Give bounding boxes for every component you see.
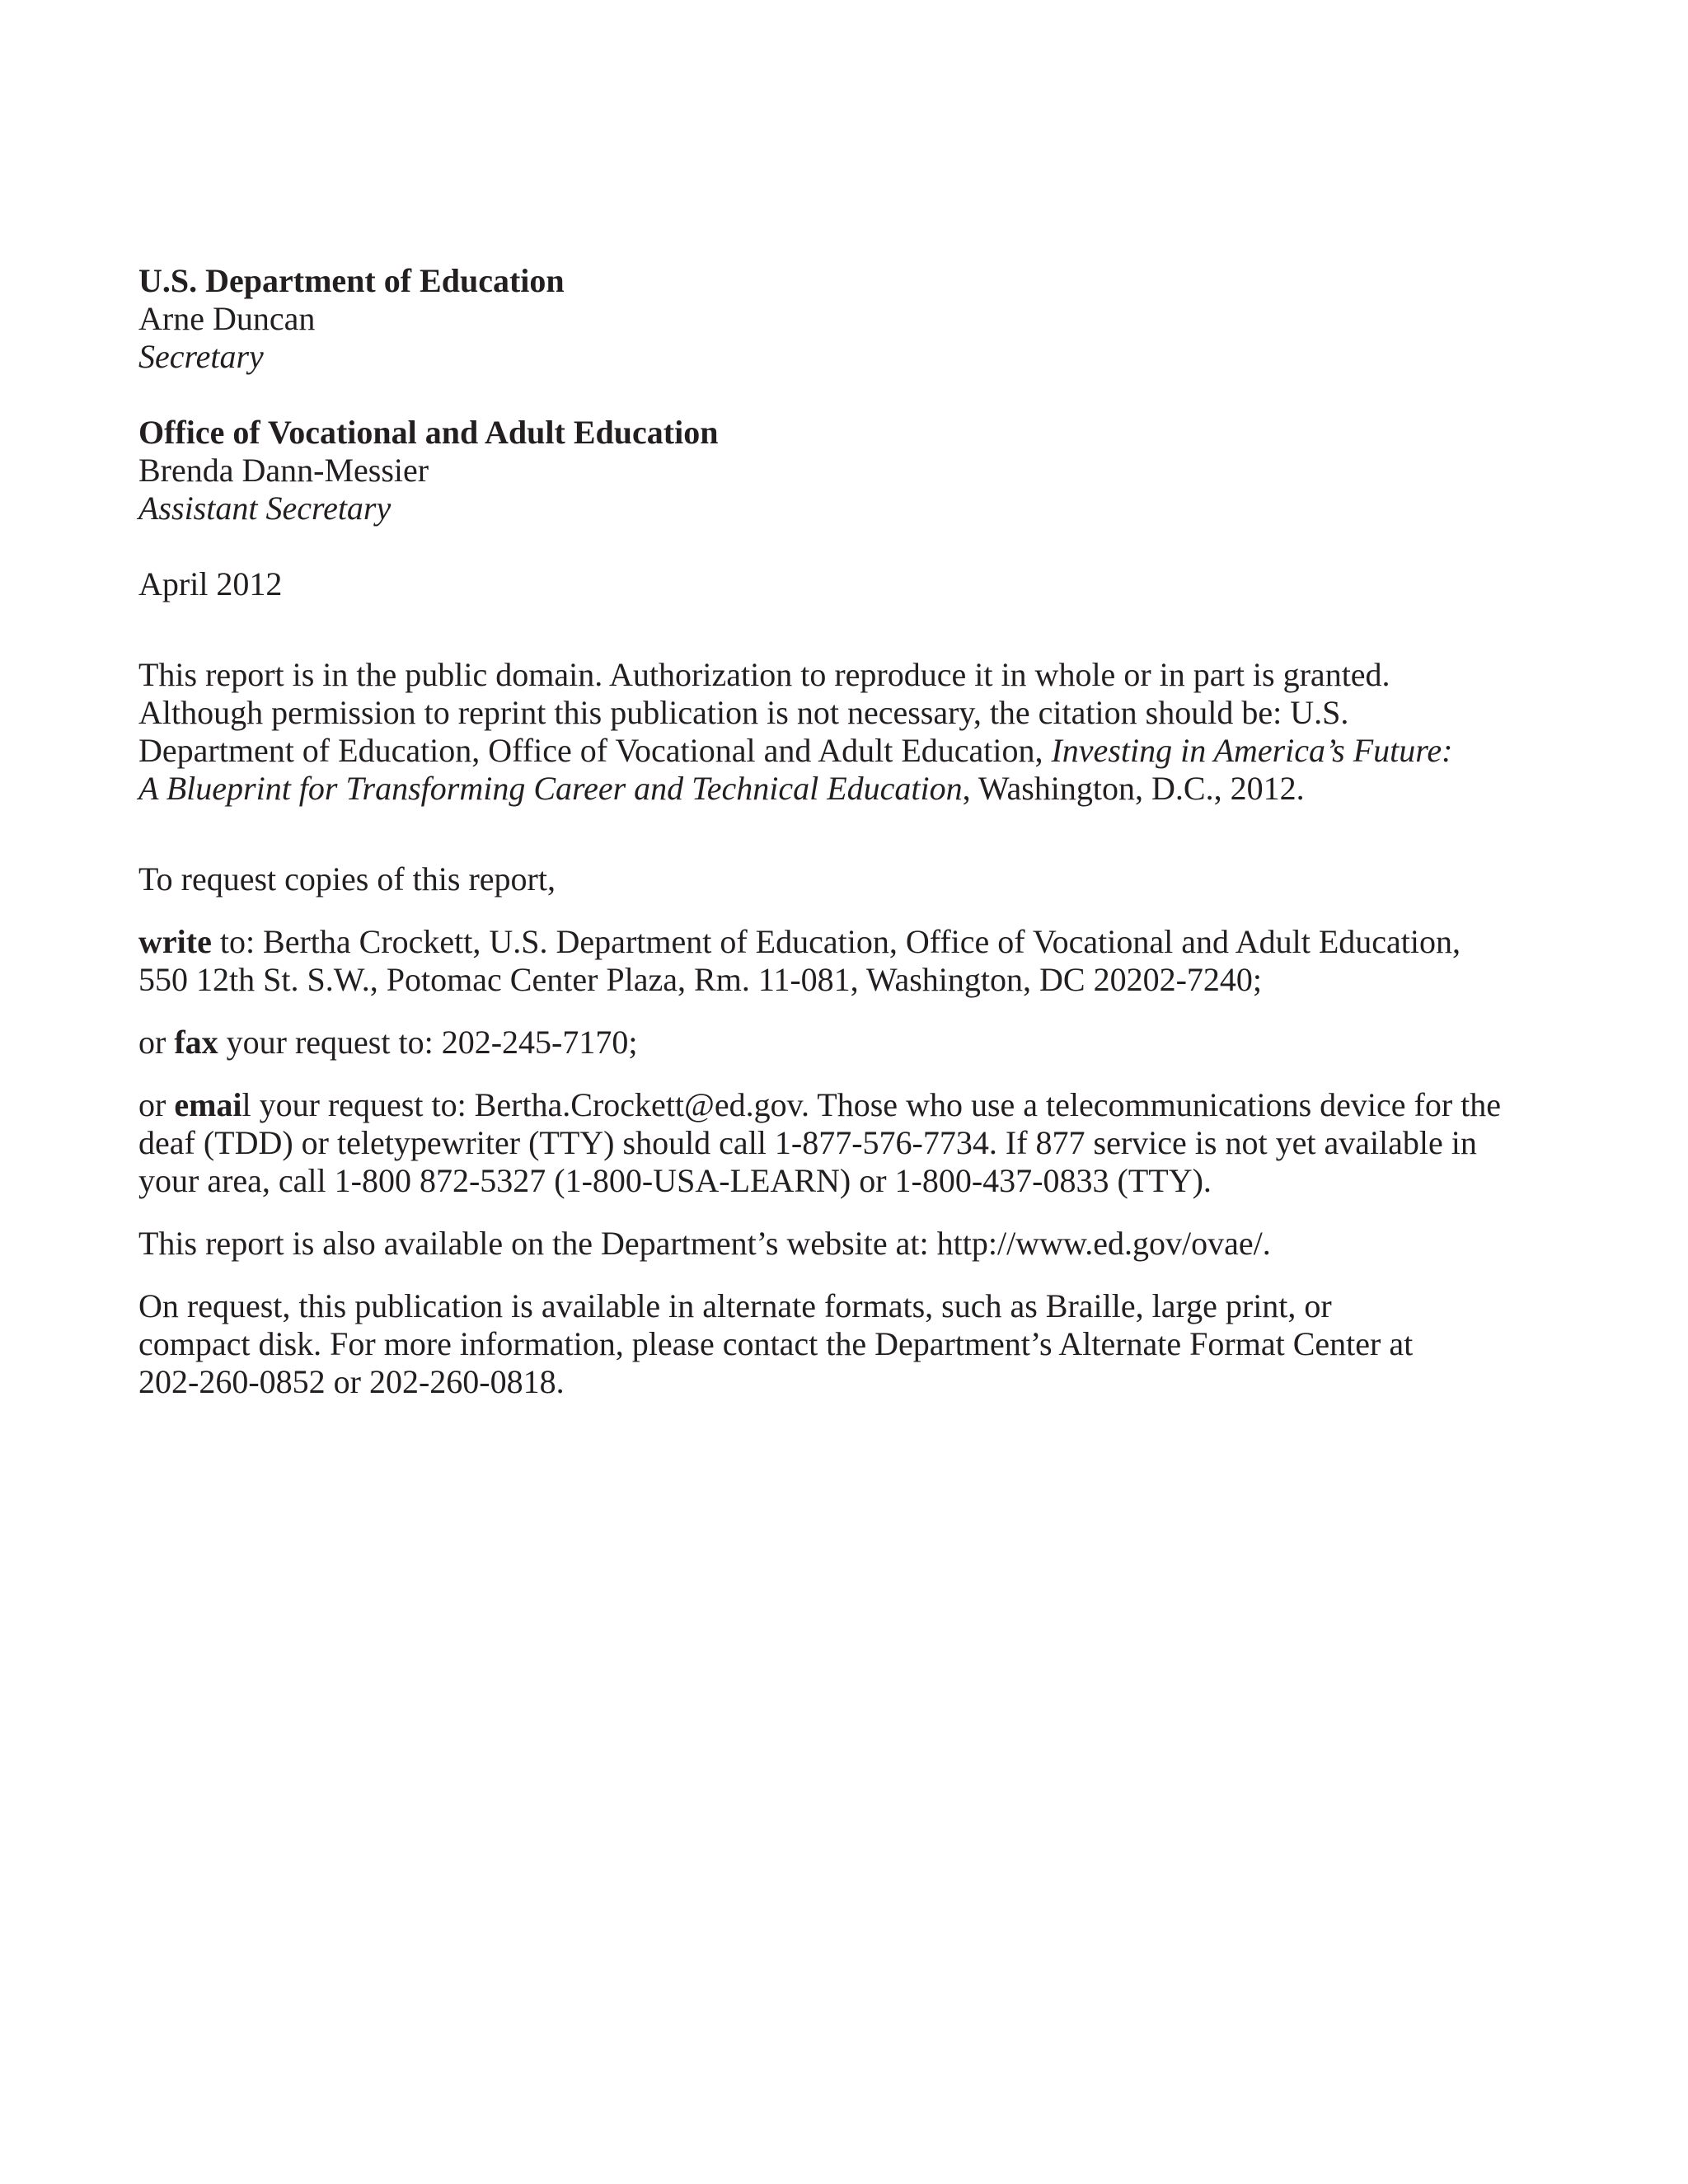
publication-date: April 2012 <box>138 565 283 602</box>
spacer <box>138 1263 1540 1287</box>
public-domain-line <box>138 770 1540 808</box>
spacer <box>138 999 1540 1024</box>
spacer <box>138 1062 1540 1086</box>
write-line <box>138 923 1540 961</box>
citation-subtitle: A Blueprint for Transforming Career and Technical Education <box>138 770 963 807</box>
spacer <box>138 527 1540 565</box>
write-paragraph <box>138 923 1540 999</box>
email-line: your area, call 1-800 872-5327 (1-800-USA-LEARN) or 1-800-437-0833 (TTY). <box>138 1162 1212 1199</box>
alternate-format-line: On request, this publication is available in alternate formats, such as Braille, large print, or <box>138 1287 1332 1324</box>
office-person: Brenda Dann-Messier <box>138 452 429 489</box>
public-domain-line: Although permission to reprint this publication is not necessary, the citation should be: U.S. <box>138 694 1349 731</box>
page-content <box>138 262 1540 1401</box>
write-label: write <box>138 923 212 960</box>
public-domain-paragraph <box>138 656 1540 808</box>
email-line <box>138 1086 1540 1124</box>
spacer <box>138 1200 1540 1225</box>
citation-prefix: Department of Education, Office of Vocational and Adult Education, <box>138 732 1052 769</box>
citation-suffix: , Washington, D.C., 2012. <box>962 770 1305 807</box>
spacer <box>138 898 1540 923</box>
citation-title: Investing in America’s Future: <box>1051 732 1453 769</box>
department-person: Arne Duncan <box>138 300 316 337</box>
department-role: Secretary <box>138 338 264 375</box>
website-paragraph: This report is also available on the Department’s website at: http://www.ed.gov/ovae/. <box>138 1225 1271 1262</box>
request-intro: To request copies of this report, <box>138 860 556 898</box>
office-role: Assistant Secretary <box>138 490 392 527</box>
email-paragraph <box>138 1086 1540 1200</box>
fax-paragraph <box>138 1024 1540 1062</box>
fax-text: your request to: 202-245-7170; <box>218 1024 638 1061</box>
department-block <box>138 262 1540 376</box>
email-line: deaf (TDD) or teletypewriter (TTY) should call 1-877-576-7734. If 877 service is not yet available in <box>138 1124 1477 1161</box>
spacer <box>138 808 1540 860</box>
office-block <box>138 414 1540 527</box>
fax-line <box>138 1024 1540 1062</box>
write-line: 550 12th St. S.W., Potomac Center Plaza, Rm. 11-081, Washington, DC 20202-7240; <box>138 961 1263 998</box>
alternate-format-paragraph <box>138 1287 1540 1401</box>
email-label: emai <box>174 1086 242 1123</box>
alternate-format-line: 202-260-0852 or 202-260-0818. <box>138 1363 565 1400</box>
spacer <box>138 603 1540 656</box>
fax-prefix: or <box>138 1024 175 1061</box>
email-prefix: or <box>138 1086 175 1123</box>
office-name: Office of Vocational and Adult Education <box>138 414 719 451</box>
write-text: to: Bertha Crockett, U.S. Department of Education, Office of Vocational and Adult Education, <box>211 923 1461 960</box>
public-domain-line <box>138 732 1540 770</box>
spacer <box>138 376 1540 414</box>
fax-label: fax <box>174 1024 218 1061</box>
public-domain-line: This report is in the public domain. Authorization to reproduce it in whole or in part is granted. <box>138 656 1390 693</box>
alternate-format-line: compact disk. For more information, please contact the Department’s Alternate Format Center at <box>138 1325 1414 1362</box>
email-text: l your request to: Bertha.Crockett@ed.gov. Those who use a telecommunications device for the <box>241 1086 1502 1123</box>
department-name: U.S. Department of Education <box>138 262 565 299</box>
